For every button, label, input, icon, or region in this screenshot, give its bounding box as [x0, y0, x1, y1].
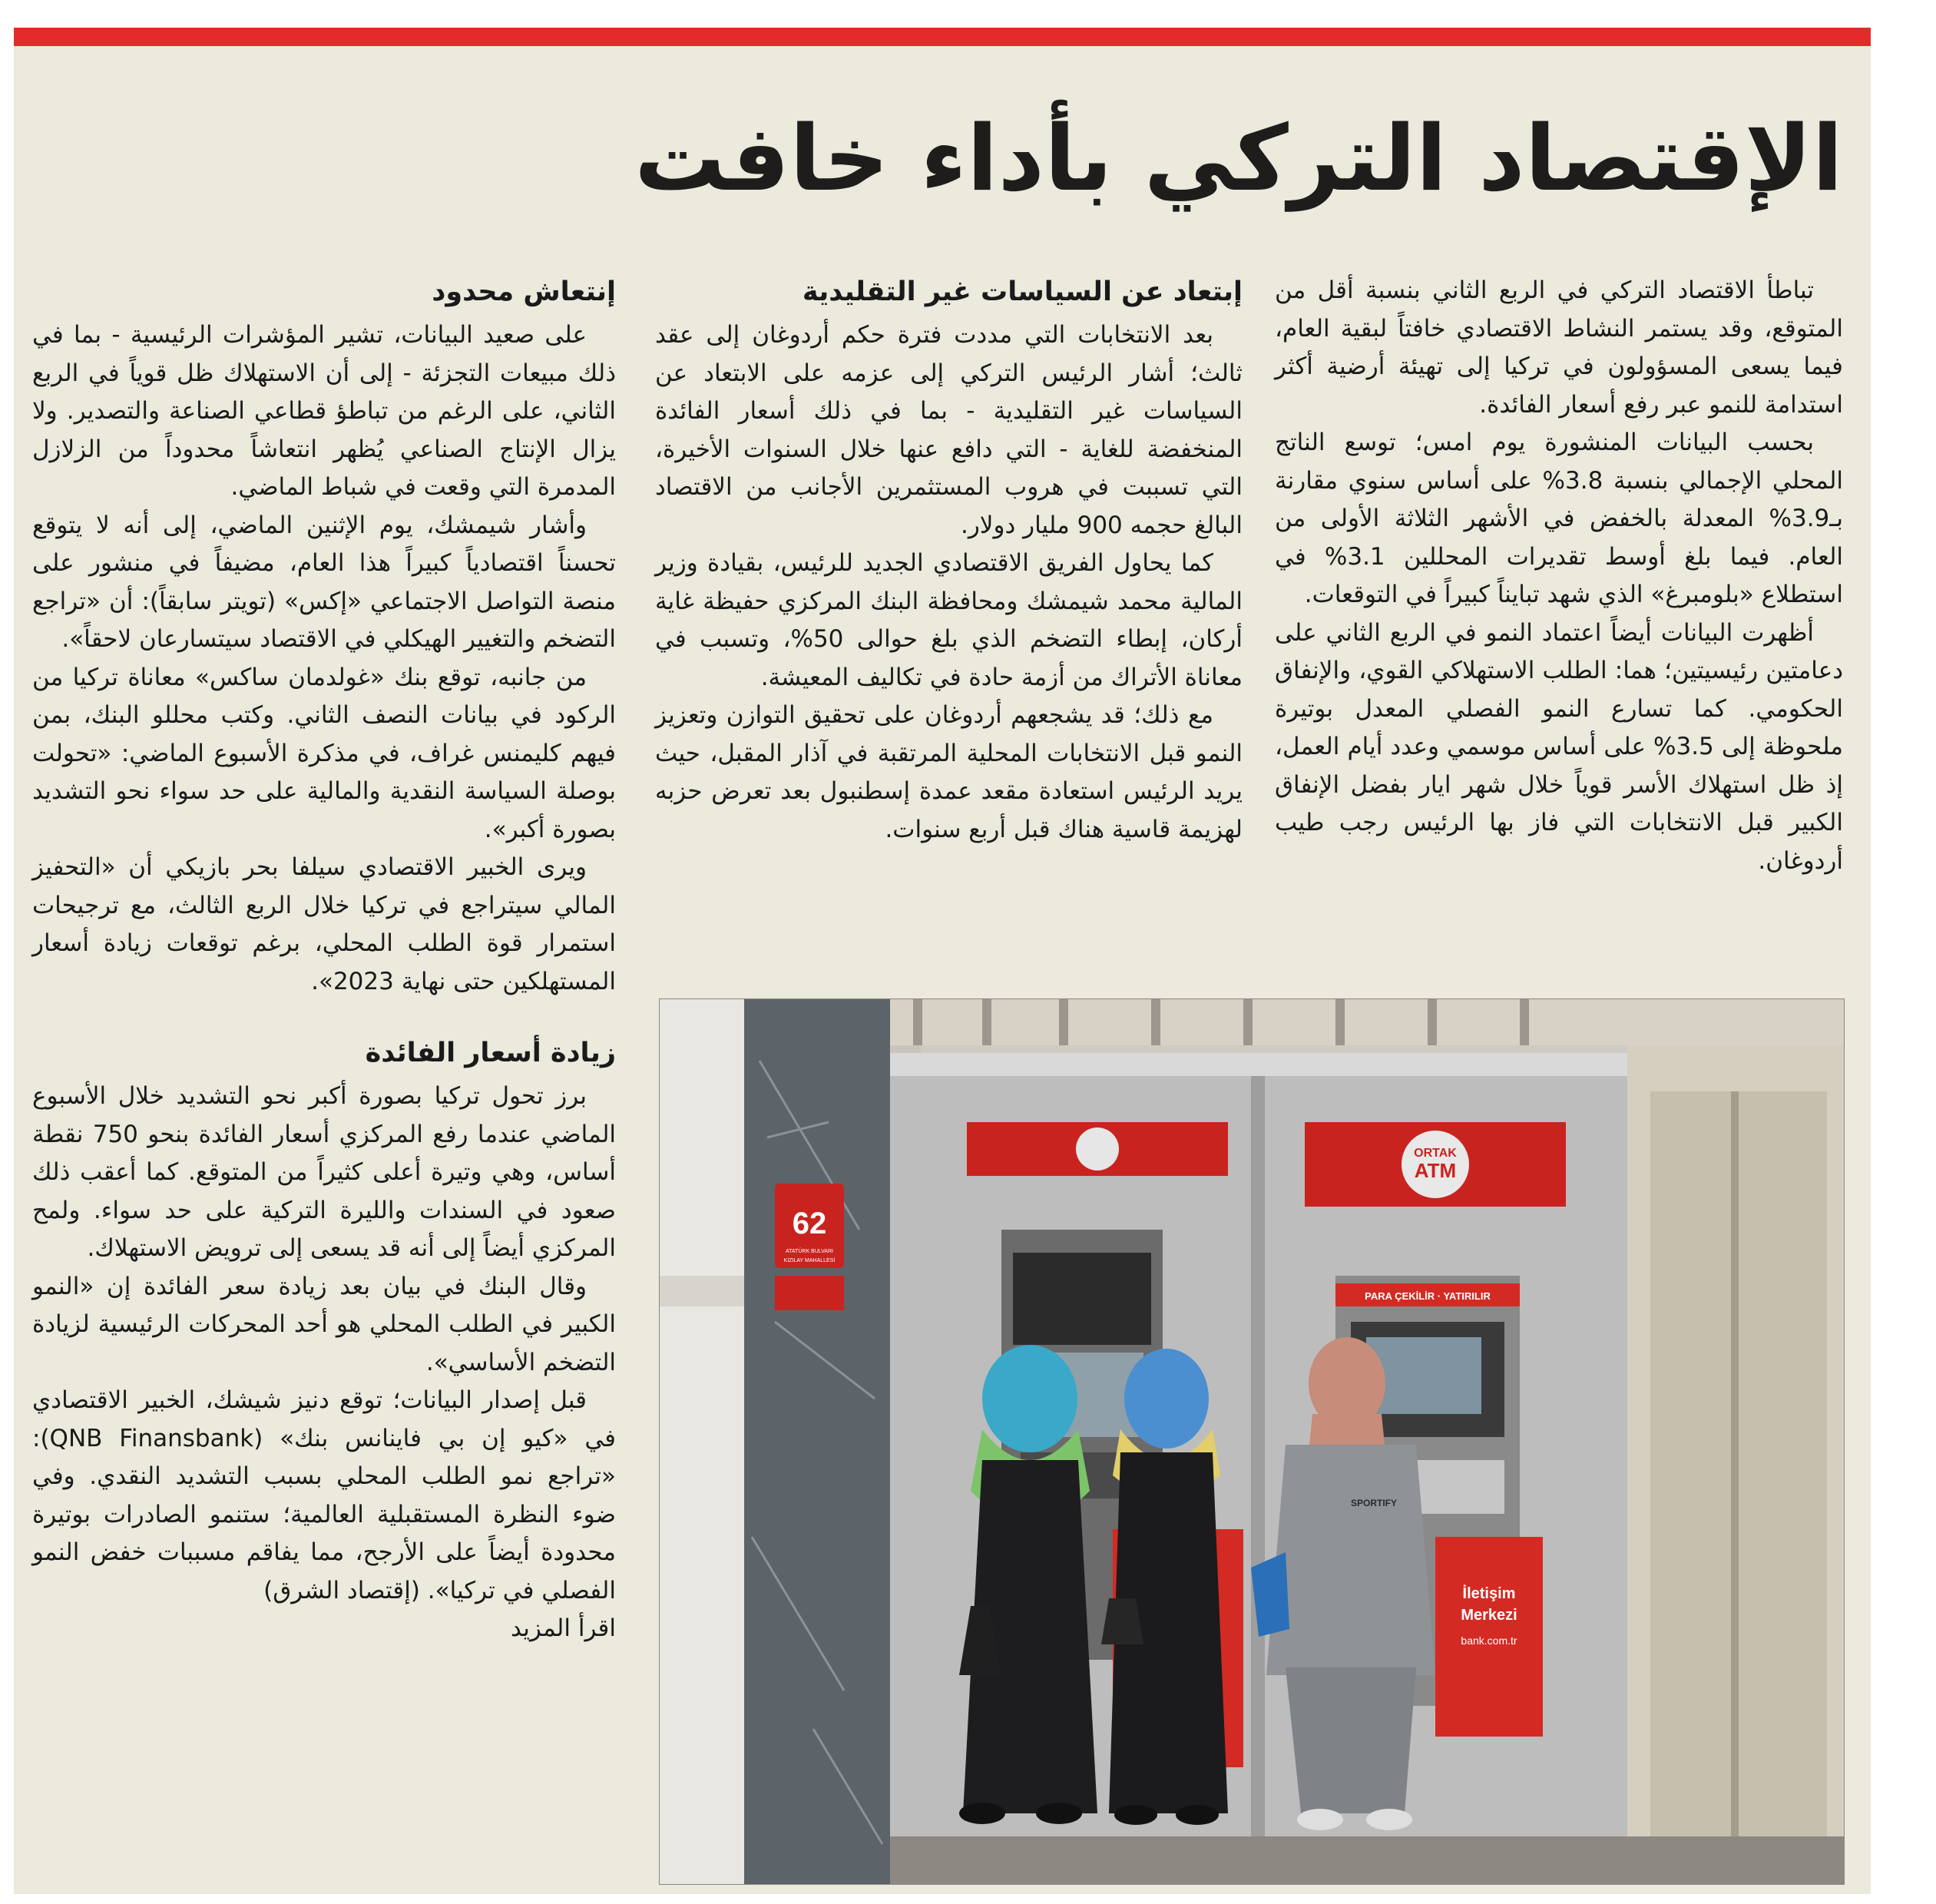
article-column-right — [1275, 272, 1843, 880]
paragraph: كما يحاول الفريق الاقتصادي الجديد للرئيس، بقيادة وزير المالية محمد شيمشك ومحافظة البنك المركزي حفيظة غاية أركان، إبطاء التضخم الذي بلغ حوالى 50%، وتسبب في معاناة الأتراك من أزمة حادة في تكاليف المعيشة. — [655, 549, 1243, 691]
paragraph: بعد الانتخابات التي مددت فترة حكم أردوغان إلى عقد ثالث؛ أشار الرئيس التركي إلى عزمه على الابتعاد عن السياسات غير التقليدية - بما في ذلك أسعار الفائدة المنخفضة للغاية - التي دافع عنها خلال السنوات الأخيرة، التي تسببت في هروب المستثمرين الأجانب من الاقتصاد البالغ حجمه 900 مليار دولار. — [655, 321, 1243, 539]
paragraph: أظهرت البيانات أيضاً اعتماد النمو في الربع الثاني على دعامتين رئيسيتين؛ هما: الطلب الاستهلاكي القوي، والإنفاق الحكومي. كما تسارع النمو الفصلي المعدل بوتيرة ملحوظة إلى 3.5% على أساس موسمي وعدد أيام العمل، إذ ظل استهلاك الأسر قوياً خلال شهر ايار بفضل الإنفاق الكبير قبل الانتخابات التي فاز بها الرئيس رجب طيب أردوغان. — [1275, 618, 1843, 875]
paragraph: من جانبه، توقع بنك «غولدمان ساكس» معاناة تركيا من الركود في بيانات النصف الثاني. وكتب محللو البنك، بمن فيهم كليمنس غراف، في مذكرة الأسبوع الماضي: «تحولت بوصلة السياسة النقدية والمالية على حد سواء نحو التشديد بصورة أكبر». — [32, 663, 616, 843]
street-sign-line-1: ATATÜRK BULVARI — [786, 1249, 833, 1254]
read-more-link[interactable]: اقرأ المزيد — [511, 1614, 616, 1642]
poster-line-3: bank.com.tr — [1461, 1634, 1517, 1647]
paragraph: برز تحول تركيا بصورة أكبر نحو التشديد خلال الأسبوع الماضي عندما رفع المركزي أسعار الفائدة بنحو 750 نقطة أساس، وهي وتيرة أعلى كثيراً من المتوقع. كما أعقب ذلك صعود في السندات والليرة التركية على حد سواء. ولمح المركزي أيضاً إلى أنه قد يسعى إلى ترويض الاستهلاك. — [32, 1082, 617, 1262]
subheading-limited-recovery: إنتعاش محدود — [432, 276, 616, 307]
paragraph: بحسب البيانات المنشورة يوم امس؛ توسع الناتج المحلي الإجمالي بنسبة 3.8% على أساس سنوي مقارنة بـ3.9% المعدلة بالخفض في الأشهر الثلاثة الأولى من العام. فيما بلغ أوسط تقديرات المحللين 3.1% في استطلاع «بلومبرغ» الذي شهد تبايناً كبيراً في التوقعات. — [1275, 429, 1844, 608]
paragraph: قبل إصدار البيانات؛ توقع دنيز شيشك، الخبير الاقتصادي في «كيو إن بي فاينانس بنك» (QNB Finansbank): «تراجع نمو الطلب المحلي بسبب التشديد النقدي. وفي ضوء النظرة المستقبلية العالمية؛ ستنمو الصادرات بوتيرة محدودة أيضاً على الأرجح، مما يفاقم مسببات خفض النمو الفصلي في تركيا». (إقتصاد الشرق) — [32, 1386, 616, 1604]
article-photo-atm — [659, 998, 1845, 1885]
article-column-left — [32, 272, 616, 1648]
subheading-unconventional-policies: إبتعاد عن السياسات غير التقليدية — [802, 276, 1243, 307]
headline: الإقتصاد التركي بأداء خافت — [634, 105, 1843, 211]
atm-brand-top: ORTAK — [1414, 1147, 1457, 1160]
paragraph: مع ذلك؛ قد يشجعهم أردوغان على تحقيق التوازن وتعزيز النمو قبل الانتخابات المحلية المرتقبة في آذار المقبل، حيث يريد الرئيس استعادة مقعد عمدة إسطنبول بعد تعرض حزبه لهزيمة قاسية هناك قبل أربع سنوات. — [655, 701, 1243, 843]
poster-line-1: İletişim — [1462, 1585, 1516, 1602]
paragraph: تباطأ الاقتصاد التركي في الربع الثاني بنسبة أقل من المتوقع، وقد يستمر النشاط الاقتصادي خافتاً لبقية العام، فيما يسعى المسؤولون في تركيا إلى تهيئة أرضية أكثر استدامة للنمو عبر رفع أسعار الفائدة. — [1275, 276, 1843, 419]
paragraph: وقال البنك في بيان بعد زيادة سعر الفائدة إن «النمو الكبير في الطلب المحلي هو أحد المحركات الرئيسية لزيادة التضخم الأساسي». — [32, 1272, 616, 1376]
street-sign-line-2: KIZILAY MAHALLESİ — [783, 1258, 836, 1263]
poster-line-2: Merkezi — [1461, 1607, 1517, 1624]
paragraph: ويرى الخبير الاقتصادي سيلفا بحر بازيكي أن «التحفيز المالي سيتراجع في تركيا خلال الربع الثالث، مع ترجيحات استمرار قوة الطلب المحلي، برغم توقعات زيادة أسعار المستهلكين حتى نهاية 2023». — [32, 853, 616, 995]
newspaper-page — [14, 28, 1871, 1894]
jacket-text: SPORTIFY — [1350, 1498, 1398, 1508]
paragraph: على صعيد البيانات، تشير المؤشرات الرئيسية - بما في ذلك مبيعات التجزئة - إلى أن الاستهلاك ظل قوياً في الربع الثاني، على الرغم من تباطؤ قطاعي الصناعة والتصدير. ولا يزال الإنتاج الصناعي يُظهر انتعاشاً محدوداً من الزلازل المدمرة التي وقعت في شباط الماضي. — [32, 321, 616, 501]
building-number: 62 — [792, 1207, 827, 1240]
atm-brand-bottom: ATM — [1414, 1159, 1457, 1182]
atm-screen-strip: PARA ÇEKİLİR · YATIRILIR — [1365, 1290, 1491, 1302]
article-column-middle — [655, 272, 1243, 849]
subheading-interest-rate-hike: زيادة أسعار الفائدة — [365, 1038, 616, 1068]
paragraph: وأشار شيمشك، يوم الإثنين الماضي، إلى أنه لا يتوقع تحسناً اقتصادياً كبيراً هذا العام، مضيفاً في منشور على منصة التواصل الاجتماعي «إكس» (تويتر سابقاً): أن «تراجع التضخم والتغيير الهيكلي في الاقتصاد سيتسارعان لاحقاً». — [32, 511, 616, 653]
top-accent-bar — [14, 28, 1871, 46]
